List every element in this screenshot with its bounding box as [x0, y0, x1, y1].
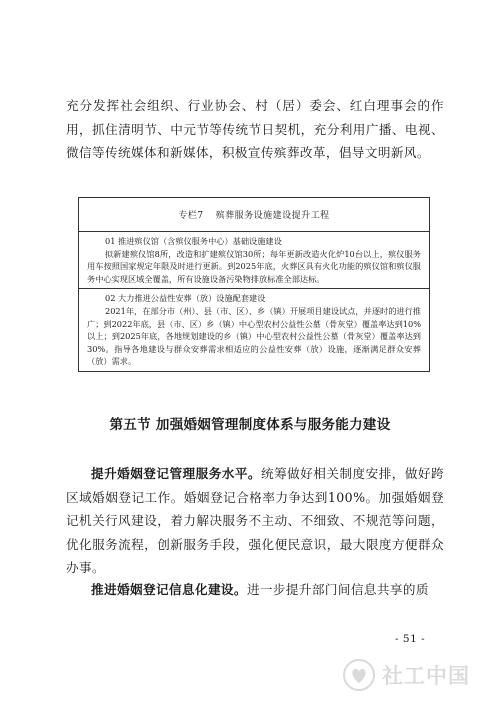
paragraph-text: 统筹做好相关制度安排，做好跨区域婚姻登记工作。婚姻登记合格率力争达到100%。加强婚姻登记机关行风建设，着力解决服务不主动、不细致、不规范等问题，优化服务流程，创新服务手段，强化便民意识，最大限度方便群众办事。: [66, 466, 444, 575]
box-label: 专栏7: [178, 211, 204, 221]
box-item: [79, 288, 429, 371]
body-paragraph: [66, 578, 444, 602]
box-item-text: 拟新建殡仪馆8所，改造和扩建殡仪馆30所；每年更新改造火化炉10台以上，殡仪服务用车按照国家规定年限及时进行更新。到2025年底，火葬区具有火化功能的殡仪馆和殡仪服务中心实现区域全覆盖，所有设施设备污染物排放标准全部达标。: [87, 248, 421, 284]
special-column-box: [78, 197, 430, 372]
paragraph-lead: 提升婚姻登记管理服务水平。: [91, 466, 261, 481]
section-heading: 第五节 加强婚姻管理制度体系与服务能力建设: [109, 417, 391, 433]
box-item-title: 01 推进殡仪馆（含殡仪服务中心）基础设施建设: [105, 236, 282, 246]
paragraph-lead: 推进婚姻登记信息化建设。: [91, 582, 247, 597]
box-title-row: [79, 198, 429, 232]
heart-logo-icon: [342, 658, 376, 692]
body-paragraph: [66, 462, 444, 580]
intro-paragraph: 充分发挥社会组织、行业协会、村（居）委会、红白理事会的作用，抓住清明节、中元节等传统节日契机，充分利用广播、电视、微信等传统媒体和新媒体，积极宣传殡葬改革，倡导文明新风。: [66, 98, 444, 160]
paragraph-text: 进一步提升部门间信息共享的质: [246, 582, 429, 597]
page-number: - 51 -: [395, 633, 426, 645]
box-title: 殡葬服务设施建设提升工程: [215, 211, 330, 221]
box-item-title: 02 大力推进公益性安葬（放）设施配套建设: [105, 293, 266, 304]
watermark-text: 社工中国: [382, 664, 470, 688]
box-item-text: 2021年，在部分市（州）、县（市、区）、乡（镇）开展项目建设试点，并逐时的进行推广；到2022年底，县（市、区）乡（镇）中心型农村公益性公墓（骨灰堂）覆盖率达到10%以上；到2025年底，各地规划建设的乡（镇）中心型农村公益性公墓（骨灰堂）覆盖率达到30%。指导各地建设与群众安葬需求相适应的公益性安葬（放）设施，逐渐满足群众安葬（放）需求。: [87, 305, 421, 367]
box-item: [79, 232, 429, 288]
watermark-logo: [342, 658, 470, 692]
